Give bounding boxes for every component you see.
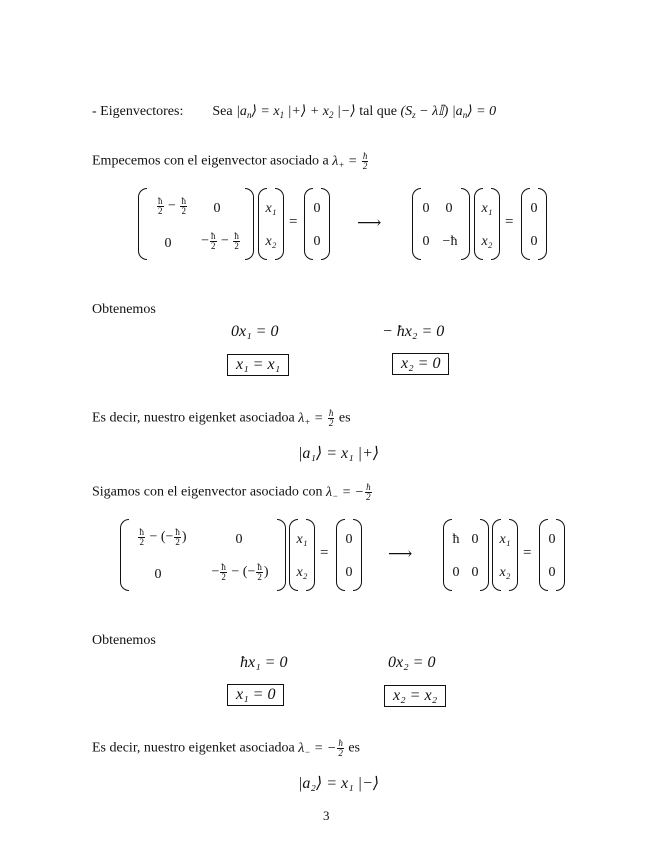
section-heading: - Eigenvectores:: [92, 104, 184, 119]
matrix-b12: 0: [235, 532, 243, 547]
equation-first-left: 0x₁ = 0: [231, 323, 279, 340]
matrix-simplified-first: [412, 188, 470, 262]
paragraph-text: Es decir, nuestro eigenket asociadoa: [92, 740, 295, 756]
lambda-plus-value: $\lambda_+$ = $\frac{ħ}{2}$: [298, 408, 334, 428]
sea-word: Sea: [212, 104, 233, 119]
matrix-b21: 0: [154, 567, 162, 582]
obtenemos-second: Obtenemos: [92, 633, 156, 648]
eigenket-a1: |a₁⟩ = x₁ |+⟩: [298, 445, 380, 462]
paragraph-text: es: [338, 410, 351, 426]
paragraph-eigenket-first: [92, 409, 351, 428]
matrix-a12: 0: [213, 201, 221, 216]
matrix-cell: 0: [445, 201, 453, 216]
equals-sign: =: [289, 214, 298, 230]
zero-vector-second-b: [539, 519, 565, 593]
eigenket-a2: |a₂⟩ = x₁ |−⟩: [298, 775, 380, 792]
zero-cell: 0: [313, 201, 321, 216]
paragraph-text: Es decir, nuestro eigenket asociadoa: [92, 410, 295, 426]
paragraph-text: Sigamos con el eigenvector asociado con: [92, 484, 323, 500]
vector-x-first: [258, 188, 284, 262]
matrix-cell: 0: [422, 234, 430, 249]
matrix-cell: −ħ: [442, 234, 458, 249]
lambda-plus-value: $\lambda_+$ = $\frac{ħ}{2}$: [332, 151, 368, 171]
zero-cell: 0: [548, 565, 556, 580]
matrix-simplified-second: [443, 519, 489, 593]
equals-sign: =: [523, 545, 532, 561]
implies-arrow: ⟶: [357, 213, 382, 232]
eigen-equation: ($S_z$ − λ𝕀) $|a_n⟩ = 0$: [400, 104, 497, 120]
matrix-a21: 0: [164, 236, 172, 251]
result-box-second-right: x₂ = x₂: [384, 685, 446, 707]
lambda-minus-value: $\lambda_-$ = − $\frac{ħ}{2}$: [326, 482, 371, 502]
zero-cell: 0: [530, 234, 538, 249]
paragraph-text: Empecemos con el eigenvector asociado a: [92, 153, 329, 169]
matrix-cell: 0: [422, 201, 430, 216]
result-box-first-left: x₁ = x₁: [227, 354, 289, 376]
zero-cell: 0: [548, 532, 556, 547]
page-number: 3: [323, 808, 330, 823]
paragraph-first-eigenvector: [92, 152, 369, 171]
paragraph-text: es: [348, 740, 360, 756]
vector-x2: x₂: [499, 565, 511, 580]
implies-arrow: ⟶: [388, 544, 413, 563]
vector-x1: x₁: [296, 532, 308, 547]
result-box-second-left: x₁ = 0: [227, 684, 284, 706]
vector-x2: x₂: [296, 565, 308, 580]
matrix-cell: ħ: [452, 532, 460, 547]
matrix-sz-minus-lambda-minus: [120, 519, 286, 593]
matrix-b11: $\frac{ħ}{2}$ − (− $\frac{ħ}{2}$ ): [139, 527, 187, 547]
lambda-minus-value: $\lambda_-$ = − $\frac{ħ}{2}$: [298, 738, 343, 758]
vector-x1: x₁: [499, 532, 511, 547]
vector-x2: x₂: [481, 234, 493, 249]
zero-cell: 0: [530, 201, 538, 216]
matrix-sz-minus-lambda-plus: [138, 188, 254, 262]
paragraph-eigenket-second: [92, 739, 360, 758]
zero-vector-first-b: [521, 188, 547, 262]
matrix-cell: 0: [471, 565, 479, 580]
vector-x1: x₁: [265, 201, 277, 216]
matrix-a22: − $\frac{ħ}{2}$ − $\frac{ħ}{2}$: [201, 231, 239, 251]
vector-x1: x₁: [481, 201, 493, 216]
vector-x-second-b: [492, 519, 518, 593]
equals-sign: =: [320, 545, 329, 561]
zero-cell: 0: [345, 565, 353, 580]
equation-second-left: ħx₁ = 0: [240, 654, 288, 671]
eigenvectores-line: [92, 104, 496, 120]
matrix-a11: $\frac{ħ}{2}$ − $\frac{ħ}{2}$: [158, 196, 186, 216]
zero-cell: 0: [345, 532, 353, 547]
matrix-cell: 0: [471, 532, 479, 547]
zero-cell: 0: [313, 234, 321, 249]
zero-vector-second: [336, 519, 362, 593]
tal-que-word: tal que: [359, 104, 397, 119]
equation-first-right: − ħx₂ = 0: [382, 323, 445, 340]
matrix-cell: 0: [452, 565, 460, 580]
general-eigenket-expression: $|a_n⟩ = x_1$ |+⟩ + $x_2$ |−⟩: [236, 104, 356, 120]
result-box-first-right: x₂ = 0: [392, 353, 449, 375]
equals-sign: =: [505, 214, 514, 230]
vector-x-second: [289, 519, 315, 593]
obtenemos-first: Obtenemos: [92, 302, 156, 317]
matrix-b22: − $\frac{ħ}{2}$ − (− $\frac{ħ}{2}$ ): [211, 562, 269, 582]
equation-second-right: 0x₂ = 0: [388, 654, 436, 671]
vector-x-first-b: [474, 188, 500, 262]
vector-x2: x₂: [265, 234, 277, 249]
zero-vector-first: [304, 188, 330, 262]
paragraph-second-eigenvector: [92, 483, 373, 502]
